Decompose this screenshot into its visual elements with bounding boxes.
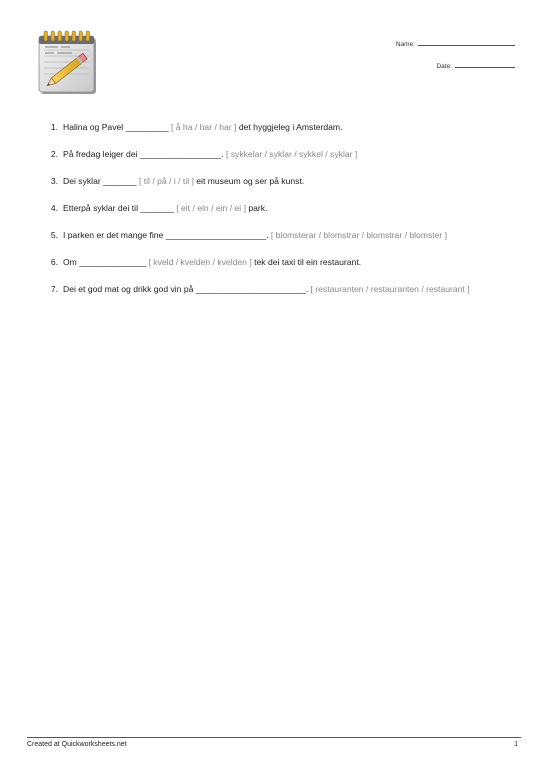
- question-list: [38, 121, 518, 310]
- question-number: 5.: [50, 230, 58, 240]
- question-continuation: park.: [245, 203, 268, 213]
- page-number: 1: [514, 741, 518, 748]
- question-number: 1.: [50, 122, 58, 132]
- question-item: [38, 202, 518, 215]
- name-label: Name:: [395, 41, 415, 48]
- footer-divider: [27, 737, 521, 738]
- question-text: [63, 121, 518, 134]
- question-stem: Dei syklar _______: [63, 176, 139, 186]
- answer-options: [ sykkelar / syklar / sykkel / syklar ]: [225, 149, 358, 159]
- question-text: [63, 175, 518, 188]
- question-stem: Om ______________: [63, 257, 149, 267]
- answer-options: [ å ha / har / har ]: [170, 122, 237, 132]
- question-stem: Dei et god mat og drikk god vin på _______________________.: [63, 284, 311, 294]
- question-continuation: det hyggjeleg i Amsterdam.: [236, 122, 343, 132]
- answer-options: [ restauranten / restauranten / restaurant ]: [310, 284, 470, 294]
- question-number: 7.: [50, 284, 58, 294]
- question-item: [38, 121, 518, 134]
- question-stem: På fredag leiger dei _________________.: [63, 149, 226, 159]
- question-stem: Etterpå syklar dei til _______: [63, 203, 177, 213]
- date-label: Date:: [436, 63, 452, 70]
- question-stem: Halina og Pavel _________: [63, 122, 171, 132]
- question-text: [63, 256, 518, 269]
- question-item: [38, 148, 518, 161]
- question-text: [63, 148, 518, 161]
- question-number: 2.: [50, 149, 58, 159]
- question-number: 3.: [50, 176, 58, 186]
- date-field[interactable]: [436, 60, 515, 70]
- question-text: [63, 229, 518, 242]
- answer-options: [ til / på / i / til ]: [138, 176, 194, 186]
- question-text: [63, 202, 518, 215]
- answer-options: [ kveld / kvelden / kvelden ]: [148, 257, 252, 267]
- question-number: 4.: [50, 203, 58, 213]
- name-line[interactable]: [418, 38, 515, 46]
- question-item: [38, 175, 518, 188]
- question-continuation: eit museum og ser på kunst.: [193, 176, 305, 186]
- name-field[interactable]: [396, 38, 515, 48]
- footer-credit: Created at Quickworksheets.net: [27, 741, 127, 748]
- question-item: [38, 256, 518, 269]
- answer-options: [ eit / ein / ein / ei ]: [176, 203, 246, 213]
- question-item: [38, 283, 518, 296]
- question-number: 6.: [50, 257, 58, 267]
- question-continuation: tek dei taxi til ein restaurant.: [251, 257, 362, 267]
- date-line[interactable]: [455, 60, 515, 68]
- answer-options: [ blomsterar / blomstrar / blomstrar / blomster ]: [270, 230, 448, 240]
- question-item: [38, 229, 518, 242]
- question-stem: I parken er det mange fine _____________________.: [63, 230, 271, 240]
- notepad-pencil-icon: [36, 30, 100, 96]
- question-text: [63, 283, 518, 296]
